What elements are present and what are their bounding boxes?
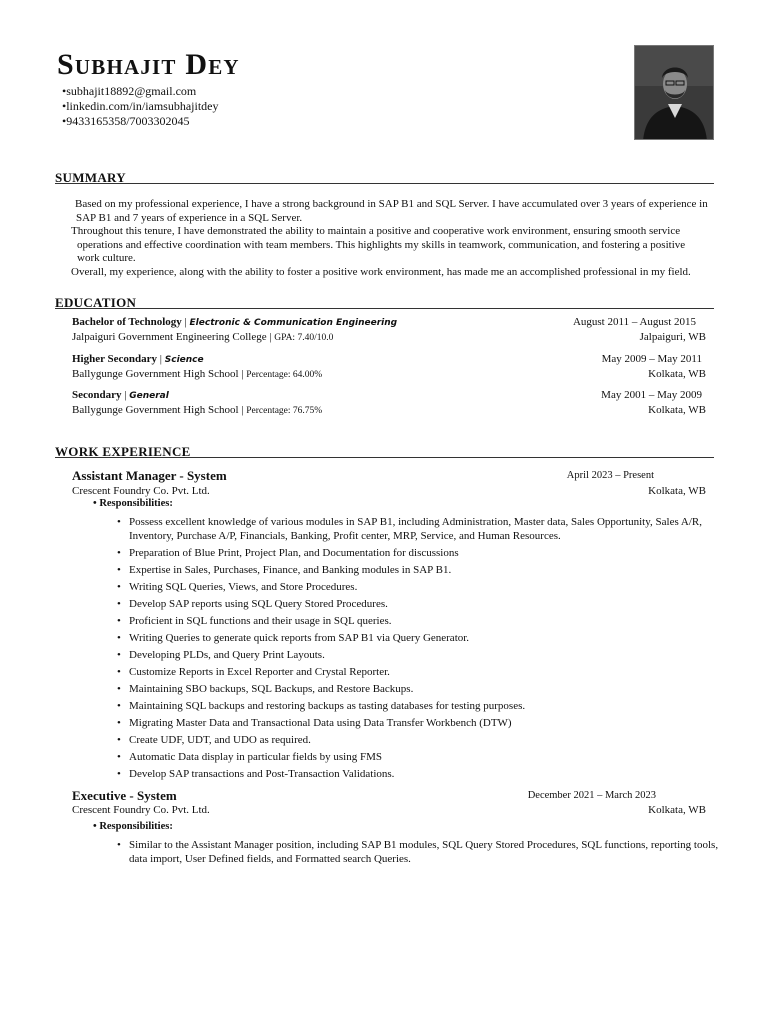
education-score: GPA: 7.40/10.0	[274, 333, 334, 343]
education-field: General	[129, 391, 169, 401]
education-heading: EDUCATION	[55, 295, 137, 310]
education-school: Jalpaiguri Government Engineering College	[72, 331, 267, 343]
candidate-name: Subhajit Dey	[57, 48, 240, 81]
list-item: • Automatic Data display in particular fields by using FMS	[117, 750, 722, 764]
summary-line: Throughout this tenure, I have demonstrated the ability to maintain a positive and cooperative work environment, ensuring smooth service	[71, 225, 681, 237]
education-school: Ballygunge Government High School	[72, 368, 239, 380]
education-degree: Higher Secondary	[72, 353, 158, 365]
list-item: • Expertise in Sales, Purchases, Finance, and Banking modules in SAP B1.	[117, 563, 722, 577]
summary-divider	[55, 183, 714, 184]
list-item: • Similar to the Assistant Manager position, including SAP B1 modules, SQL Query Stored Procedures, SQL functions, reporting tools, data import, User Defined fields, and Formatted search Queries.	[117, 838, 722, 866]
job-responsibilities-list	[117, 838, 722, 869]
responsibilities-label: • Responsibilities:	[93, 821, 173, 832]
education-degree: Bachelor of Technology	[72, 316, 182, 328]
job-dates: December 2021 – March 2023	[527, 790, 656, 801]
list-item: • Proficient in SQL functions and their usage in SQL queries.	[117, 614, 722, 628]
job-title: Assistant Manager - System	[72, 468, 227, 483]
list-item: • Preparation of Blue Print, Project Plan, and Documentation for discussions	[117, 546, 722, 560]
job-title: Executive - System	[72, 788, 177, 803]
education-location: Kolkata, WB	[648, 404, 706, 416]
job-dates: April 2023 – Present	[566, 470, 654, 481]
profile-photo-image	[635, 46, 714, 140]
responsibilities-label: • Responsibilities:	[93, 498, 173, 509]
list-item: • Develop SAP reports using SQL Query Stored Procedures.	[117, 597, 722, 611]
profile-photo	[634, 45, 714, 140]
education-field: Electronic & Communication Engineering	[189, 318, 398, 328]
job-location: Kolkata, WB	[648, 804, 706, 816]
list-item: • Customize Reports in Excel Reporter and Crystal Reporter.	[117, 665, 722, 679]
education-location: Kolkata, WB	[648, 368, 706, 380]
summary-line: operations and effective coordination with team members. This highlights my skills in teamwork, communication, and fostering a positive	[77, 238, 686, 251]
work-experience-divider	[55, 457, 714, 458]
education-divider	[55, 308, 714, 309]
summary-line: Based on my professional experience, I have a strong background in SAP B1 and SQL Server. I have accumulated over 3 years of experience in	[75, 198, 708, 210]
education-location: Jalpaiguri, WB	[639, 331, 706, 343]
list-item: • Possess excellent knowledge of various modules in SAP B1, including Administration, Master data, Sales Opportunity, Sales A/R, Inventory, Purchase A/P, Financials, Banking, Profit center, MRP, Service, and Human Resources.	[117, 515, 722, 543]
education-separator: |	[121, 389, 130, 401]
education-dates: May 2001 – May 2009	[601, 389, 702, 401]
job-company: Crescent Foundry Co. Pvt. Ltd.	[72, 485, 210, 497]
contact-linkedin[interactable]: •linkedin.com/in/iamsubhajitdey	[62, 99, 219, 113]
education-separator: |	[266, 331, 275, 343]
summary-text	[71, 198, 726, 279]
responsibilities-label-text: Responsibilities:	[99, 821, 173, 832]
list-item: • Maintaining SBO backups, SQL Backups, and Restore Backups.	[117, 682, 722, 696]
education-degree: Secondary	[72, 389, 122, 401]
education-dates: May 2009 – May 2011	[601, 353, 702, 365]
education-field: Science	[164, 355, 204, 365]
education-separator: |	[238, 404, 247, 416]
education-score: Percentage: 64.00%	[246, 370, 323, 380]
list-item: • Writing Queries to generate quick reports from SAP B1 via Query Generator.	[117, 631, 722, 645]
education-separator: |	[181, 316, 190, 328]
summary-line: SAP B1 and 7 years of experience in a SQL Server.	[76, 211, 303, 224]
work-experience-heading: WORK EXPERIENCE	[55, 444, 191, 459]
education-dates: August 2011 – August 2015	[572, 316, 696, 328]
education-separator: |	[157, 353, 165, 365]
education-separator: |	[238, 368, 247, 380]
job-location: Kolkata, WB	[648, 485, 706, 497]
summary-line: work culture.	[77, 252, 136, 264]
list-item: • Create UDF, UDT, and UDO as required.	[117, 733, 722, 747]
education-school: Ballygunge Government High School	[72, 404, 239, 416]
job-responsibilities-list	[117, 515, 722, 784]
list-item: • Maintaining SQL backups and restoring backups as tasting databases for testing purposes.	[117, 699, 722, 713]
contact-email[interactable]: •subhajit18892@gmail.com	[62, 84, 197, 98]
list-item: • Develop SAP transactions and Post-Transaction Validations.	[117, 767, 722, 781]
list-item: • Writing SQL Queries, Views, and Store Procedures.	[117, 580, 722, 594]
summary-heading: SUMMARY	[55, 170, 126, 185]
education-score: Percentage: 76.75%	[246, 406, 323, 416]
list-item: • Migrating Master Data and Transactional Data using Data Transfer Workbench (DTW)	[117, 716, 722, 730]
responsibilities-label-text: Responsibilities:	[99, 498, 173, 509]
summary-line: Overall, my experience, along with the ability to foster a positive work environment, has made me an accomplished professional in my field.	[71, 265, 691, 278]
job-company: Crescent Foundry Co. Pvt. Ltd.	[72, 804, 210, 816]
contact-list	[62, 84, 219, 129]
list-item: • Developing PLDs, and Query Print Layouts.	[117, 648, 722, 662]
contact-phone: •9433165358/7003302045	[62, 114, 190, 128]
